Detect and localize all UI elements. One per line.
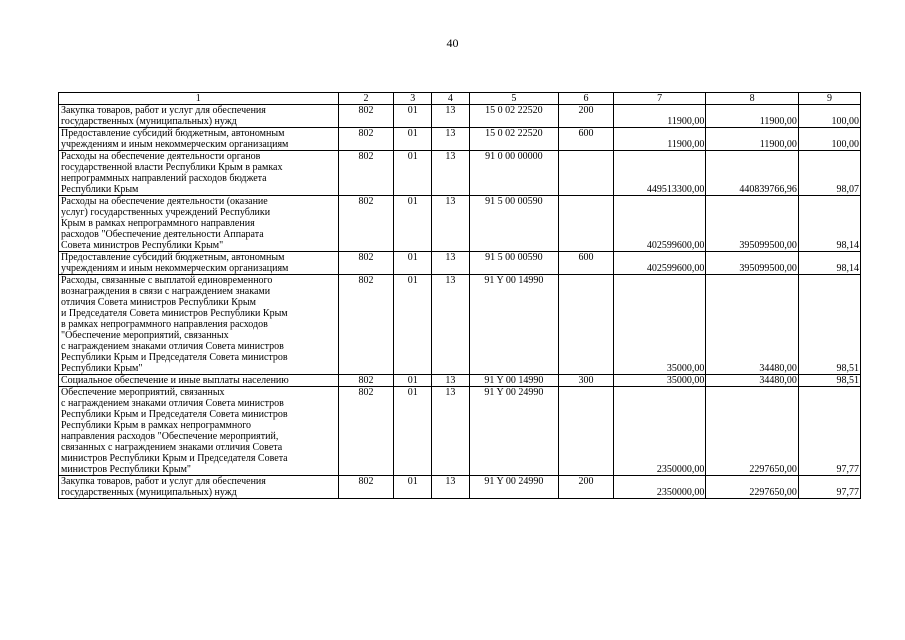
- row-description: Предоставление субсидий бюджетным, автономным учреждениям и иным некоммерческим организациям: [59, 128, 339, 151]
- fact-amount: 34480,00: [706, 275, 798, 375]
- section-code: 01: [394, 151, 432, 196]
- plan-amount: 402599600,00: [613, 196, 705, 252]
- target-article-code: 91 5 00 00590: [469, 196, 558, 252]
- subsection-code: 13: [432, 375, 470, 387]
- target-article-code: 91 0 00 00000: [469, 151, 558, 196]
- ved-code: 802: [338, 275, 394, 375]
- target-article-code: 15 0 02 22520: [469, 128, 558, 151]
- fact-amount: 11900,00: [706, 128, 798, 151]
- execution-percent: 97,77: [798, 476, 860, 499]
- ved-code: 802: [338, 387, 394, 476]
- table-row: [59, 128, 861, 151]
- target-article-code: 91 Y 00 14990: [469, 275, 558, 375]
- ved-code: 802: [338, 128, 394, 151]
- plan-amount: 11900,00: [613, 105, 705, 128]
- page-number: 40: [446, 36, 459, 50]
- section-code: 01: [394, 105, 432, 128]
- section-code: 01: [394, 387, 432, 476]
- plan-amount: 2350000,00: [613, 387, 705, 476]
- column-header: 7: [613, 93, 705, 105]
- table-header-row: [59, 93, 861, 105]
- table-row: [59, 387, 861, 476]
- section-code: 01: [394, 252, 432, 275]
- column-header: 6: [559, 93, 614, 105]
- plan-amount: 2350000,00: [613, 476, 705, 499]
- table-row: [59, 151, 861, 196]
- execution-percent: 98,14: [798, 252, 860, 275]
- subsection-code: 13: [432, 275, 470, 375]
- fact-amount: 2297650,00: [706, 387, 798, 476]
- section-code: 01: [394, 476, 432, 499]
- row-description: Закупка товаров, работ и услуг для обеспечения государственных (муниципальных) нужд: [59, 476, 339, 499]
- column-header: 8: [706, 93, 798, 105]
- subsection-code: 13: [432, 252, 470, 275]
- execution-percent: 100,00: [798, 105, 860, 128]
- subsection-code: 13: [432, 128, 470, 151]
- expense-type-code: [559, 196, 614, 252]
- row-description: Предоставление субсидий бюджетным, автономным учреждениям и иным некоммерческим организациям: [59, 252, 339, 275]
- fact-amount: 440839766,96: [706, 151, 798, 196]
- plan-amount: 11900,00: [613, 128, 705, 151]
- row-description: Закупка товаров, работ и услуг для обеспечения государственных (муниципальных) нужд: [59, 105, 339, 128]
- fact-amount: 34480,00: [706, 375, 798, 387]
- target-article-code: 91 Y 00 24990: [469, 476, 558, 499]
- expense-type-code: [559, 387, 614, 476]
- subsection-code: 13: [432, 105, 470, 128]
- row-description: Расходы на обеспечение деятельности органов государственной власти Республики Крым в рамках непрограммных направлений расходов бюджета Республики Крым: [59, 151, 339, 196]
- expense-type-code: [559, 275, 614, 375]
- section-code: 01: [394, 128, 432, 151]
- fact-amount: 395099500,00: [706, 196, 798, 252]
- target-article-code: 91 5 00 00590: [469, 252, 558, 275]
- fact-amount: 395099500,00: [706, 252, 798, 275]
- ved-code: 802: [338, 476, 394, 499]
- execution-percent: 98,14: [798, 196, 860, 252]
- target-article-code: 91 Y 00 24990: [469, 387, 558, 476]
- ved-code: 802: [338, 375, 394, 387]
- table-row: [59, 252, 861, 275]
- expense-type-code: 200: [559, 476, 614, 499]
- ved-code: 802: [338, 252, 394, 275]
- execution-percent: 100,00: [798, 128, 860, 151]
- execution-percent: 98,07: [798, 151, 860, 196]
- row-description: Расходы на обеспечение деятельности (оказание услуг) государственных учреждений Республики Крым в рамках непрограммного направления расходов "Обеспечение деятельности Аппарата Совета министров Республики Крым": [59, 196, 339, 252]
- section-code: 01: [394, 196, 432, 252]
- plan-amount: 35000,00: [613, 275, 705, 375]
- target-article-code: 91 Y 00 14990: [469, 375, 558, 387]
- subsection-code: 13: [432, 196, 470, 252]
- plan-amount: 449513300,00: [613, 151, 705, 196]
- column-header: 3: [394, 93, 432, 105]
- execution-percent: 98,51: [798, 375, 860, 387]
- execution-percent: 98,51: [798, 275, 860, 375]
- column-header: 4: [432, 93, 470, 105]
- section-code: 01: [394, 375, 432, 387]
- fact-amount: 11900,00: [706, 105, 798, 128]
- row-description: Расходы, связанные с выплатой единовременного вознаграждения в связи с награждением знаками отличия Совета министров Республики Крым и Председателя Совета министров Республики Крым в рамках непрограммного направления расходов "Обеспечение мероприятий, связанных с награждением знаками отличия Совета министров Республики Крым и Председателя Совета министров Республики Крым": [59, 275, 339, 375]
- plan-amount: 402599600,00: [613, 252, 705, 275]
- execution-percent: 97,77: [798, 387, 860, 476]
- table-row: [59, 196, 861, 252]
- table-row: [59, 105, 861, 128]
- subsection-code: 13: [432, 151, 470, 196]
- expense-type-code: 300: [559, 375, 614, 387]
- subsection-code: 13: [432, 476, 470, 499]
- column-header: 1: [59, 93, 339, 105]
- expense-type-code: 600: [559, 128, 614, 151]
- expense-type-code: 600: [559, 252, 614, 275]
- row-description: Обеспечение мероприятий, связанных с награждением знаками отличия Совета министров Республики Крым и Председателя Совета министров Республики Крым в рамках непрограммного направления расходов "Обеспечение мероприятий, связанных с награждением знаками отличия Совета министров Республики Крым и Председателя Совета министров Республики Крым": [59, 387, 339, 476]
- fact-amount: 2297650,00: [706, 476, 798, 499]
- budget-table: [58, 92, 861, 499]
- table-row: [59, 476, 861, 499]
- expense-type-code: [559, 151, 614, 196]
- expense-type-code: 200: [559, 105, 614, 128]
- target-article-code: 15 0 02 22520: [469, 105, 558, 128]
- column-header: 9: [798, 93, 860, 105]
- subsection-code: 13: [432, 387, 470, 476]
- column-header: 5: [469, 93, 558, 105]
- column-header: 2: [338, 93, 394, 105]
- ved-code: 802: [338, 151, 394, 196]
- ved-code: 802: [338, 105, 394, 128]
- section-code: 01: [394, 275, 432, 375]
- table-row: [59, 275, 861, 375]
- plan-amount: 35000,00: [613, 375, 705, 387]
- table-row: [59, 375, 861, 387]
- row-description: Социальное обеспечение и иные выплаты населению: [59, 375, 339, 387]
- ved-code: 802: [338, 196, 394, 252]
